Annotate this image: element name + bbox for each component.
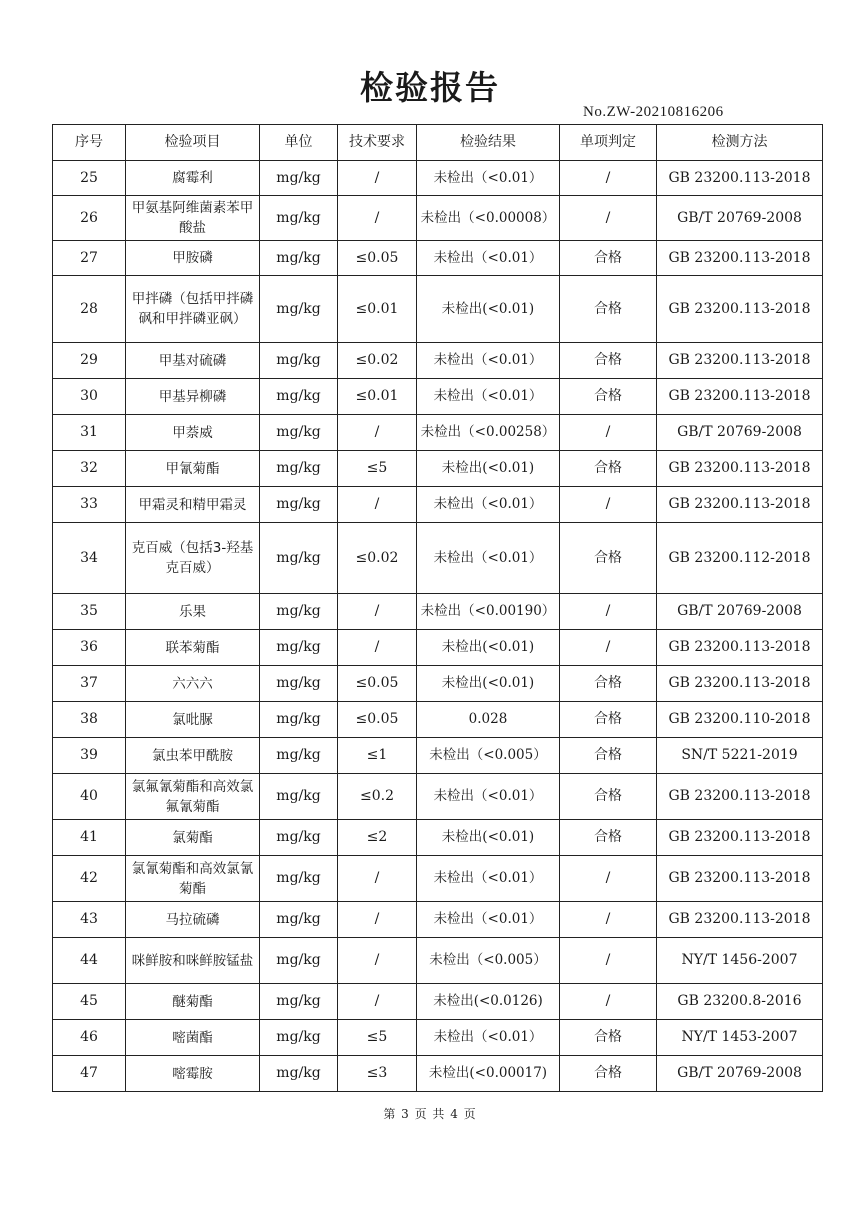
requirement-cell: ≤1 — [338, 738, 417, 774]
requirement-cell: ≤0.05 — [338, 241, 417, 276]
table-row — [53, 276, 823, 343]
requirement-cell: / — [338, 487, 417, 523]
table-row — [53, 666, 823, 702]
table-row — [53, 702, 823, 738]
header-item: 检验项目 — [126, 125, 260, 161]
row-number-cell: 44 — [53, 938, 126, 984]
test-item-cell: 腐霉利 — [126, 161, 260, 196]
judgement-cell: / — [560, 856, 657, 902]
method-cell: GB 23200.113-2018 — [657, 630, 823, 666]
requirement-cell: ≤2 — [338, 820, 417, 856]
result-cell: 未检出(<0.00017) — [417, 1056, 560, 1092]
test-item-cell: 甲霜灵和精甲霜灵 — [126, 487, 260, 523]
judgement-cell: 合格 — [560, 276, 657, 343]
unit-cell: mg/kg — [260, 196, 338, 241]
table-row — [53, 984, 823, 1020]
table-row — [53, 902, 823, 938]
header-no: 序号 — [53, 125, 126, 161]
row-number-cell: 46 — [53, 1020, 126, 1056]
judgement-cell: / — [560, 196, 657, 241]
method-cell: GB/T 20769-2008 — [657, 415, 823, 451]
report-number: No.ZW-20210816206 — [583, 104, 724, 120]
judgement-cell: / — [560, 984, 657, 1020]
requirement-cell: ≤0.02 — [338, 343, 417, 379]
judgement-cell: / — [560, 938, 657, 984]
method-cell: NY/T 1456-2007 — [657, 938, 823, 984]
table-header-row — [53, 125, 823, 161]
result-cell: 未检出（<0.01） — [417, 241, 560, 276]
unit-cell: mg/kg — [260, 415, 338, 451]
judgement-cell: / — [560, 415, 657, 451]
unit-cell: mg/kg — [260, 702, 338, 738]
row-number-cell: 31 — [53, 415, 126, 451]
requirement-cell: / — [338, 938, 417, 984]
result-cell: 未检出（<0.005） — [417, 938, 560, 984]
judgement-cell: / — [560, 902, 657, 938]
table-row — [53, 738, 823, 774]
unit-cell: mg/kg — [260, 666, 338, 702]
unit-cell: mg/kg — [260, 774, 338, 820]
table-row — [53, 820, 823, 856]
row-number-cell: 27 — [53, 241, 126, 276]
table-row — [53, 774, 823, 820]
judgement-cell: / — [560, 487, 657, 523]
test-item-cell: 氯吡脲 — [126, 702, 260, 738]
test-item-cell: 甲拌磷（包括甲拌磷砜和甲拌磷亚砜） — [126, 276, 260, 343]
requirement-cell: / — [338, 196, 417, 241]
table-row — [53, 1056, 823, 1092]
unit-cell: mg/kg — [260, 451, 338, 487]
header-judgement: 单项判定 — [560, 125, 657, 161]
unit-cell: mg/kg — [260, 1056, 338, 1092]
requirement-cell: ≤0.01 — [338, 379, 417, 415]
row-number-cell: 33 — [53, 487, 126, 523]
unit-cell: mg/kg — [260, 161, 338, 196]
judgement-cell: 合格 — [560, 774, 657, 820]
requirement-cell: / — [338, 902, 417, 938]
row-number-cell: 45 — [53, 984, 126, 1020]
row-number-cell: 47 — [53, 1056, 126, 1092]
test-item-cell: 六六六 — [126, 666, 260, 702]
table-row — [53, 379, 823, 415]
method-cell: GB 23200.112-2018 — [657, 523, 823, 594]
result-cell: 未检出（<0.01） — [417, 161, 560, 196]
inspection-table — [52, 124, 823, 1092]
row-number-cell: 42 — [53, 856, 126, 902]
judgement-cell: 合格 — [560, 379, 657, 415]
row-number-cell: 25 — [53, 161, 126, 196]
method-cell: GB 23200.113-2018 — [657, 774, 823, 820]
method-cell: GB 23200.113-2018 — [657, 856, 823, 902]
result-cell: 未检出(<0.01) — [417, 276, 560, 343]
unit-cell: mg/kg — [260, 343, 338, 379]
result-cell: 未检出（<0.01） — [417, 379, 560, 415]
method-cell: GB 23200.113-2018 — [657, 451, 823, 487]
row-number-cell: 41 — [53, 820, 126, 856]
test-item-cell: 甲基对硫磷 — [126, 343, 260, 379]
judgement-cell: 合格 — [560, 702, 657, 738]
judgement-cell: 合格 — [560, 820, 657, 856]
test-item-cell: 氯氰菊酯和高效氯氰菊酯 — [126, 856, 260, 902]
result-cell: 未检出（<0.01） — [417, 523, 560, 594]
table-row — [53, 594, 823, 630]
judgement-cell: / — [560, 630, 657, 666]
requirement-cell: ≤0.01 — [338, 276, 417, 343]
test-item-cell: 甲氨基阿维菌素苯甲酸盐 — [126, 196, 260, 241]
result-cell: 未检出（<0.01） — [417, 343, 560, 379]
requirement-cell: / — [338, 415, 417, 451]
table-row — [53, 343, 823, 379]
unit-cell: mg/kg — [260, 738, 338, 774]
judgement-cell: 合格 — [560, 666, 657, 702]
requirement-cell: / — [338, 984, 417, 1020]
method-cell: NY/T 1453-2007 — [657, 1020, 823, 1056]
row-number-cell: 40 — [53, 774, 126, 820]
requirement-cell: ≤5 — [338, 1020, 417, 1056]
requirement-cell: ≤0.02 — [338, 523, 417, 594]
unit-cell: mg/kg — [260, 630, 338, 666]
result-cell: 未检出（<0.005） — [417, 738, 560, 774]
unit-cell: mg/kg — [260, 856, 338, 902]
page-footer: 第 3 页 共 4 页 — [383, 1107, 477, 1121]
unit-cell: mg/kg — [260, 523, 338, 594]
test-item-cell: 氯虫苯甲酰胺 — [126, 738, 260, 774]
row-number-cell: 30 — [53, 379, 126, 415]
requirement-cell: ≤0.05 — [338, 666, 417, 702]
requirement-cell: ≤5 — [338, 451, 417, 487]
header-requirement: 技术要求 — [338, 125, 417, 161]
table-row — [53, 856, 823, 902]
table-row — [53, 630, 823, 666]
test-item-cell: 醚菊酯 — [126, 984, 260, 1020]
unit-cell: mg/kg — [260, 902, 338, 938]
test-item-cell: 乐果 — [126, 594, 260, 630]
judgement-cell: 合格 — [560, 1020, 657, 1056]
method-cell: SN/T 5221-2019 — [657, 738, 823, 774]
requirement-cell: / — [338, 856, 417, 902]
result-cell: 未检出(<0.01) — [417, 666, 560, 702]
unit-cell: mg/kg — [260, 984, 338, 1020]
method-cell: GB 23200.110-2018 — [657, 702, 823, 738]
test-item-cell: 马拉硫磷 — [126, 902, 260, 938]
requirement-cell: / — [338, 630, 417, 666]
judgement-cell: / — [560, 161, 657, 196]
table-row — [53, 1020, 823, 1056]
judgement-cell: 合格 — [560, 523, 657, 594]
method-cell: GB/T 20769-2008 — [657, 1056, 823, 1092]
requirement-cell: ≤3 — [338, 1056, 417, 1092]
judgement-cell: 合格 — [560, 241, 657, 276]
result-cell: 未检出（<0.01） — [417, 856, 560, 902]
test-item-cell: 嘧菌酯 — [126, 1020, 260, 1056]
header-result: 检验结果 — [417, 125, 560, 161]
test-item-cell: 甲基异柳磷 — [126, 379, 260, 415]
test-item-cell: 甲胺磷 — [126, 241, 260, 276]
test-item-cell: 克百威（包括3-羟基克百威） — [126, 523, 260, 594]
result-cell: 未检出(<0.01) — [417, 630, 560, 666]
result-cell: 未检出（<0.01） — [417, 487, 560, 523]
row-number-cell: 28 — [53, 276, 126, 343]
row-number-cell: 36 — [53, 630, 126, 666]
judgement-cell: 合格 — [560, 1056, 657, 1092]
requirement-cell: ≤0.2 — [338, 774, 417, 820]
method-cell: GB 23200.113-2018 — [657, 379, 823, 415]
result-cell: 0.028 — [417, 702, 560, 738]
method-cell: GB 23200.113-2018 — [657, 241, 823, 276]
table-row — [53, 241, 823, 276]
unit-cell: mg/kg — [260, 379, 338, 415]
header-method: 检测方法 — [657, 125, 823, 161]
requirement-cell: / — [338, 594, 417, 630]
table-row — [53, 161, 823, 196]
judgement-cell: 合格 — [560, 451, 657, 487]
method-cell: GB/T 20769-2008 — [657, 594, 823, 630]
row-number-cell: 38 — [53, 702, 126, 738]
table-row — [53, 451, 823, 487]
method-cell: GB 23200.8-2016 — [657, 984, 823, 1020]
row-number-cell: 34 — [53, 523, 126, 594]
table-row — [53, 415, 823, 451]
table-row — [53, 523, 823, 594]
unit-cell: mg/kg — [260, 938, 338, 984]
result-cell: 未检出(<0.0126) — [417, 984, 560, 1020]
report-title: 检验报告 — [360, 68, 500, 107]
row-number-cell: 35 — [53, 594, 126, 630]
unit-cell: mg/kg — [260, 820, 338, 856]
result-cell: 未检出(<0.01) — [417, 820, 560, 856]
method-cell: GB 23200.113-2018 — [657, 343, 823, 379]
test-item-cell: 联苯菊酯 — [126, 630, 260, 666]
method-cell: GB 23200.113-2018 — [657, 276, 823, 343]
unit-cell: mg/kg — [260, 1020, 338, 1056]
requirement-cell: ≤0.05 — [338, 702, 417, 738]
test-item-cell: 嘧霉胺 — [126, 1056, 260, 1092]
test-item-cell: 甲氰菊酯 — [126, 451, 260, 487]
method-cell: GB/T 20769-2008 — [657, 196, 823, 241]
result-cell: 未检出（<0.01） — [417, 902, 560, 938]
row-number-cell: 39 — [53, 738, 126, 774]
result-cell: 未检出（<0.01） — [417, 1020, 560, 1056]
row-number-cell: 37 — [53, 666, 126, 702]
judgement-cell: / — [560, 594, 657, 630]
unit-cell: mg/kg — [260, 276, 338, 343]
test-item-cell: 氯氟氰菊酯和高效氯氟氰菊酯 — [126, 774, 260, 820]
test-item-cell: 甲萘威 — [126, 415, 260, 451]
table-row — [53, 938, 823, 984]
result-cell: 未检出（<0.00258） — [417, 415, 560, 451]
method-cell: GB 23200.113-2018 — [657, 161, 823, 196]
header-unit: 单位 — [260, 125, 338, 161]
table-row — [53, 487, 823, 523]
row-number-cell: 43 — [53, 902, 126, 938]
unit-cell: mg/kg — [260, 241, 338, 276]
row-number-cell: 26 — [53, 196, 126, 241]
result-cell: 未检出(<0.01) — [417, 451, 560, 487]
test-item-cell: 咪鲜胺和咪鲜胺锰盐 — [126, 938, 260, 984]
row-number-cell: 32 — [53, 451, 126, 487]
result-cell: 未检出（<0.00008） — [417, 196, 560, 241]
method-cell: GB 23200.113-2018 — [657, 902, 823, 938]
judgement-cell: 合格 — [560, 343, 657, 379]
method-cell: GB 23200.113-2018 — [657, 487, 823, 523]
method-cell: GB 23200.113-2018 — [657, 666, 823, 702]
requirement-cell: / — [338, 161, 417, 196]
test-item-cell: 氯菊酯 — [126, 820, 260, 856]
method-cell: GB 23200.113-2018 — [657, 820, 823, 856]
table-row — [53, 196, 823, 241]
judgement-cell: 合格 — [560, 738, 657, 774]
result-cell: 未检出（<0.00190） — [417, 594, 560, 630]
unit-cell: mg/kg — [260, 594, 338, 630]
result-cell: 未检出（<0.01） — [417, 774, 560, 820]
row-number-cell: 29 — [53, 343, 126, 379]
unit-cell: mg/kg — [260, 487, 338, 523]
